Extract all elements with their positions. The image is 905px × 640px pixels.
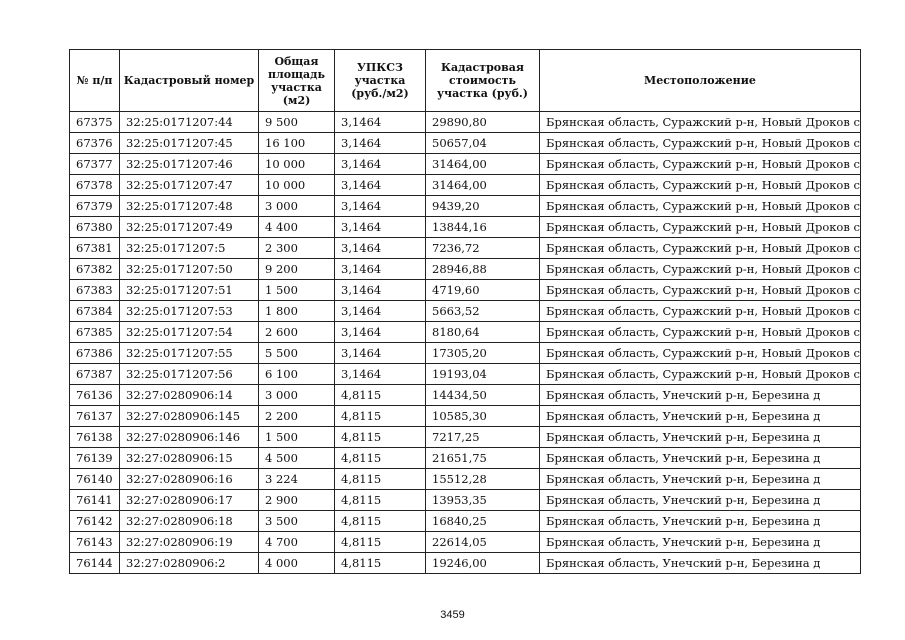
- cell-cadastral-number: 32:25:0171207:46: [120, 154, 259, 175]
- cell-upksz: 4,8115: [335, 532, 426, 553]
- cell-location: Брянская область, Суражский р-н, Новый Дроков с: [540, 343, 861, 364]
- table-row: [70, 154, 861, 175]
- cell-location: Брянская область, Суражский р-н, Новый Дроков с: [540, 133, 861, 154]
- cell-upksz: 3,1464: [335, 343, 426, 364]
- table-row: [70, 238, 861, 259]
- table-body: [70, 112, 861, 574]
- cell-upksz: 4,8115: [335, 469, 426, 490]
- cell-location: Брянская область, Унечский р-н, Березина д: [540, 553, 861, 574]
- cell-row-number: 67381: [70, 238, 120, 259]
- table-row: [70, 511, 861, 532]
- cell-location: Брянская область, Унечский р-н, Березина д: [540, 532, 861, 553]
- cell-upksz: 3,1464: [335, 112, 426, 133]
- cell-location: Брянская область, Суражский р-н, Новый Дроков с: [540, 301, 861, 322]
- cell-row-number: 67380: [70, 217, 120, 238]
- table-row: [70, 112, 861, 133]
- cell-area: 2 600: [259, 322, 335, 343]
- cell-area: 10 000: [259, 175, 335, 196]
- table-row: [70, 280, 861, 301]
- cell-upksz: 4,8115: [335, 427, 426, 448]
- cell-upksz: 3,1464: [335, 280, 426, 301]
- cell-area: 4 400: [259, 217, 335, 238]
- cell-cadastral-number: 32:27:0280906:17: [120, 490, 259, 511]
- cell-cadastral-number: 32:27:0280906:14: [120, 385, 259, 406]
- cell-area: 16 100: [259, 133, 335, 154]
- cell-location: Брянская область, Суражский р-н, Новый Дроков с: [540, 280, 861, 301]
- cell-upksz: 4,8115: [335, 511, 426, 532]
- cell-area: 4 500: [259, 448, 335, 469]
- cell-area: 2 900: [259, 490, 335, 511]
- cell-cadastral-value: 13953,35: [426, 490, 540, 511]
- cell-location: Брянская область, Унечский р-н, Березина д: [540, 385, 861, 406]
- cell-cadastral-number: 32:25:0171207:54: [120, 322, 259, 343]
- cell-location: Брянская область, Унечский р-н, Березина д: [540, 406, 861, 427]
- cell-row-number: 76143: [70, 532, 120, 553]
- table-row: [70, 532, 861, 553]
- cell-cadastral-value: 8180,64: [426, 322, 540, 343]
- cell-cadastral-value: 5663,52: [426, 301, 540, 322]
- table-row: [70, 196, 861, 217]
- cell-cadastral-number: 32:25:0171207:53: [120, 301, 259, 322]
- cell-row-number: 76144: [70, 553, 120, 574]
- cell-cadastral-number: 32:27:0280906:15: [120, 448, 259, 469]
- cell-cadastral-value: 15512,28: [426, 469, 540, 490]
- cell-cadastral-number: 32:27:0280906:2: [120, 553, 259, 574]
- cell-location: Брянская область, Суражский р-н, Новый Дроков с: [540, 217, 861, 238]
- table-row: [70, 406, 861, 427]
- cell-cadastral-value: 28946,88: [426, 259, 540, 280]
- header-row: [70, 50, 861, 112]
- col-header-number: № п/п: [70, 50, 120, 112]
- col-header-cadastral-value: Кадастровая стоимость участка (руб.): [426, 50, 540, 112]
- cell-upksz: 3,1464: [335, 259, 426, 280]
- cell-cadastral-value: 22614,05: [426, 532, 540, 553]
- cell-area: 1 800: [259, 301, 335, 322]
- table-row: [70, 175, 861, 196]
- cell-cadastral-number: 32:27:0280906:145: [120, 406, 259, 427]
- cell-cadastral-number: 32:25:0171207:55: [120, 343, 259, 364]
- cell-row-number: 67377: [70, 154, 120, 175]
- page-number: 3459: [440, 609, 465, 621]
- table-row: [70, 427, 861, 448]
- table-row: [70, 133, 861, 154]
- cell-area: 3 224: [259, 469, 335, 490]
- cell-cadastral-value: 16840,25: [426, 511, 540, 532]
- cadastral-table: [69, 49, 861, 574]
- table-row: [70, 490, 861, 511]
- cell-area: 2 300: [259, 238, 335, 259]
- table-row: [70, 553, 861, 574]
- cell-row-number: 76142: [70, 511, 120, 532]
- cell-area: 3 000: [259, 196, 335, 217]
- cell-cadastral-value: 7236,72: [426, 238, 540, 259]
- cell-row-number: 67382: [70, 259, 120, 280]
- cell-cadastral-value: 31464,00: [426, 175, 540, 196]
- cell-area: 2 200: [259, 406, 335, 427]
- col-header-upksz: УПКСЗ участка (руб./м2): [335, 50, 426, 112]
- cell-cadastral-value: 13844,16: [426, 217, 540, 238]
- cell-location: Брянская область, Суражский р-н, Новый Дроков с: [540, 154, 861, 175]
- cell-cadastral-value: 19193,04: [426, 364, 540, 385]
- cell-area: 10 000: [259, 154, 335, 175]
- cell-upksz: 3,1464: [335, 154, 426, 175]
- table-row: [70, 364, 861, 385]
- cell-area: 1 500: [259, 427, 335, 448]
- cell-area: 9 200: [259, 259, 335, 280]
- cell-location: Брянская область, Суражский р-н, Новый Дроков с: [540, 238, 861, 259]
- cell-row-number: 76138: [70, 427, 120, 448]
- table-row: [70, 469, 861, 490]
- col-header-location: Местоположение: [540, 50, 861, 112]
- cell-cadastral-number: 32:27:0280906:19: [120, 532, 259, 553]
- cell-row-number: 67387: [70, 364, 120, 385]
- cell-cadastral-value: 21651,75: [426, 448, 540, 469]
- cell-cadastral-value: 14434,50: [426, 385, 540, 406]
- cell-upksz: 3,1464: [335, 217, 426, 238]
- table-row: [70, 259, 861, 280]
- cell-upksz: 3,1464: [335, 301, 426, 322]
- cell-row-number: 76139: [70, 448, 120, 469]
- cell-location: Брянская область, Суражский р-н, Новый Дроков с: [540, 259, 861, 280]
- cell-row-number: 67384: [70, 301, 120, 322]
- cell-row-number: 67378: [70, 175, 120, 196]
- table-row: [70, 448, 861, 469]
- col-header-cadastral-number: Кадастровый номер: [120, 50, 259, 112]
- table-row: [70, 301, 861, 322]
- cell-cadastral-number: 32:25:0171207:44: [120, 112, 259, 133]
- cell-cadastral-value: 4719,60: [426, 280, 540, 301]
- cell-upksz: 3,1464: [335, 196, 426, 217]
- table-row: [70, 322, 861, 343]
- cell-upksz: 3,1464: [335, 133, 426, 154]
- cell-row-number: 67375: [70, 112, 120, 133]
- cell-area: 3 500: [259, 511, 335, 532]
- cell-cadastral-number: 32:25:0171207:49: [120, 217, 259, 238]
- cell-row-number: 67385: [70, 322, 120, 343]
- cell-location: Брянская область, Суражский р-н, Новый Дроков с: [540, 175, 861, 196]
- cell-cadastral-number: 32:25:0171207:50: [120, 259, 259, 280]
- cell-location: Брянская область, Унечский р-н, Березина д: [540, 490, 861, 511]
- cell-cadastral-number: 32:25:0171207:47: [120, 175, 259, 196]
- cell-cadastral-number: 32:27:0280906:18: [120, 511, 259, 532]
- table-row: [70, 217, 861, 238]
- cell-location: Брянская область, Унечский р-н, Березина д: [540, 448, 861, 469]
- col-header-area: Общая площадь участка (м2): [259, 50, 335, 112]
- table-row: [70, 385, 861, 406]
- cell-location: Брянская область, Суражский р-н, Новый Дроков с: [540, 112, 861, 133]
- cell-location: Брянская область, Унечский р-н, Березина д: [540, 469, 861, 490]
- cell-cadastral-number: 32:25:0171207:56: [120, 364, 259, 385]
- cell-row-number: 76136: [70, 385, 120, 406]
- cell-upksz: 3,1464: [335, 238, 426, 259]
- cell-cadastral-number: 32:25:0171207:45: [120, 133, 259, 154]
- cell-area: 9 500: [259, 112, 335, 133]
- cell-location: Брянская область, Унечский р-н, Березина д: [540, 427, 861, 448]
- cell-upksz: 4,8115: [335, 406, 426, 427]
- cell-cadastral-value: 7217,25: [426, 427, 540, 448]
- cell-cadastral-value: 31464,00: [426, 154, 540, 175]
- cell-row-number: 76140: [70, 469, 120, 490]
- cell-area: 5 500: [259, 343, 335, 364]
- cell-cadastral-number: 32:25:0171207:51: [120, 280, 259, 301]
- cell-cadastral-value: 17305,20: [426, 343, 540, 364]
- cell-row-number: 67383: [70, 280, 120, 301]
- cell-row-number: 67386: [70, 343, 120, 364]
- cell-location: Брянская область, Унечский р-н, Березина д: [540, 511, 861, 532]
- cell-cadastral-value: 50657,04: [426, 133, 540, 154]
- cell-cadastral-value: 19246,00: [426, 553, 540, 574]
- cell-upksz: 4,8115: [335, 448, 426, 469]
- cell-row-number: 67376: [70, 133, 120, 154]
- cell-cadastral-number: 32:27:0280906:16: [120, 469, 259, 490]
- cell-upksz: 4,8115: [335, 553, 426, 574]
- cell-cadastral-number: 32:25:0171207:48: [120, 196, 259, 217]
- cell-area: 3 000: [259, 385, 335, 406]
- cell-location: Брянская область, Суражский р-н, Новый Дроков с: [540, 322, 861, 343]
- cell-cadastral-number: 32:27:0280906:146: [120, 427, 259, 448]
- cell-area: 1 500: [259, 280, 335, 301]
- cell-area: 4 700: [259, 532, 335, 553]
- cell-upksz: 3,1464: [335, 364, 426, 385]
- cell-area: 4 000: [259, 553, 335, 574]
- cell-upksz: 4,8115: [335, 385, 426, 406]
- cell-row-number: 76137: [70, 406, 120, 427]
- cell-upksz: 3,1464: [335, 322, 426, 343]
- cell-location: Брянская область, Суражский р-н, Новый Дроков с: [540, 196, 861, 217]
- cell-row-number: 76141: [70, 490, 120, 511]
- cell-location: Брянская область, Суражский р-н, Новый Дроков с: [540, 364, 861, 385]
- cell-cadastral-number: 32:25:0171207:5: [120, 238, 259, 259]
- cell-cadastral-value: 9439,20: [426, 196, 540, 217]
- cell-upksz: 3,1464: [335, 175, 426, 196]
- cell-row-number: 67379: [70, 196, 120, 217]
- cell-upksz: 4,8115: [335, 490, 426, 511]
- cell-area: 6 100: [259, 364, 335, 385]
- table-row: [70, 343, 861, 364]
- cell-cadastral-value: 10585,30: [426, 406, 540, 427]
- cell-cadastral-value: 29890,80: [426, 112, 540, 133]
